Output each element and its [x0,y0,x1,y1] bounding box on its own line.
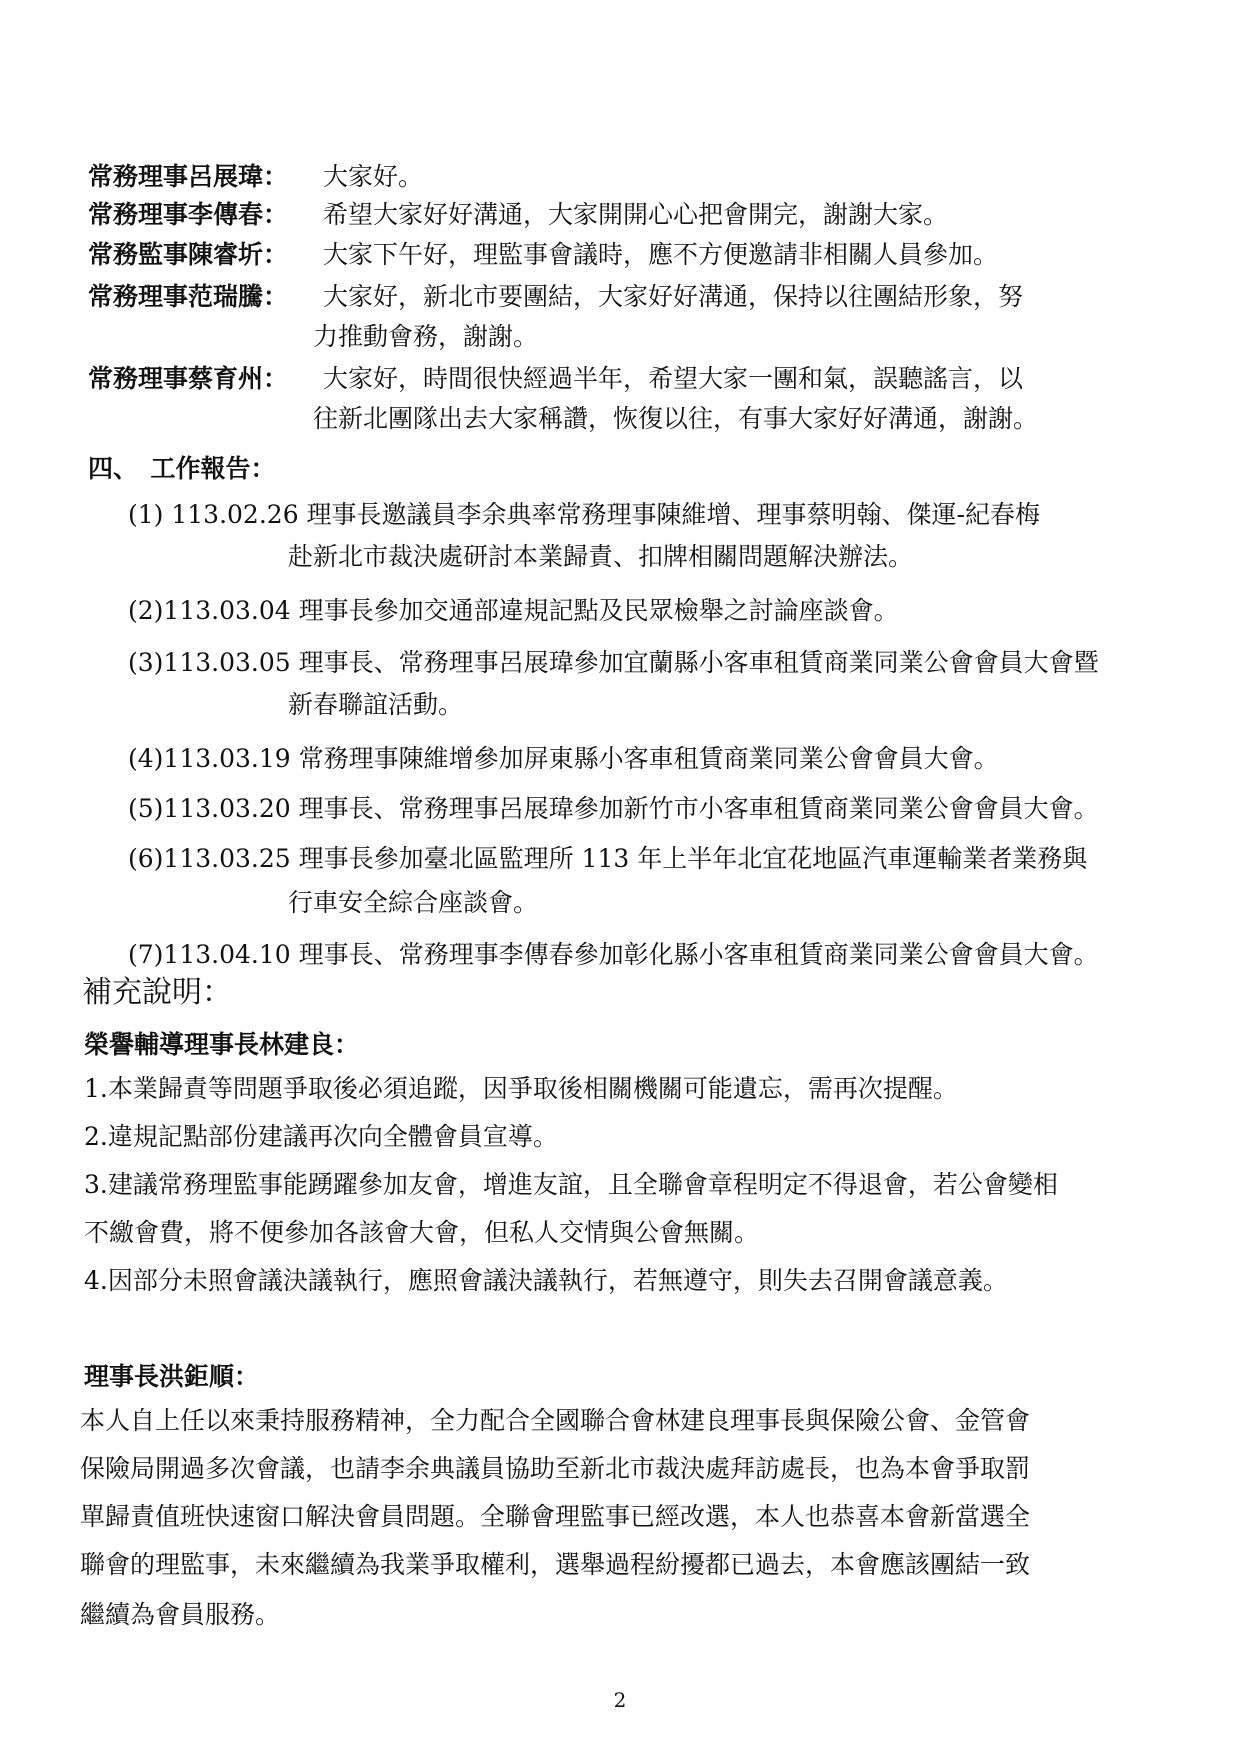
statement-text: 希望大家好好溝通，大家開開心心把會開完，謝謝大家。 [323,200,949,229]
speaker-label: 常務理事呂展瑋： [88,162,289,191]
chairman-line: 本人自上任以來秉持服務精神，全力配合全國聯合會林建良理事長與保險公會、金管會 [80,1406,1031,1435]
supplement-line: 2.違規記點部份建議再次向全體會員宣導。 [84,1122,558,1151]
work-item-continuation: 行車安全綜合座談會。 [288,888,539,917]
statement-text: 大家好。 [323,162,424,191]
chairman-line: 繼續為會員服務。 [80,1600,281,1629]
statement-text: 大家下午好，理監事會議時，應不方便邀請非相關人員參加。 [323,240,999,269]
speaker-label: 理事長洪鉅順： [84,1362,260,1391]
work-item-continuation: 新春聯誼活動。 [288,690,464,719]
supplement-line: 不繳會費，將不便參加各該會大會，但私人交情與公會無關。 [84,1218,760,1247]
speaker-label: 常務理事李傳春： [88,200,289,229]
chairman-line: 保險局開過多次會議，也請李余典議員協助至新北市裁決處拜訪處長，也為本會爭取罰 [80,1454,1031,1483]
page-number: 2 [613,1688,627,1712]
speaker-label: 榮譽輔導理事長林建良： [84,1030,360,1059]
speaker-label: 常務理事范瑞騰： [88,282,289,311]
statement-text: 大家好，新北市要團結，大家好好溝通，保持以往團結形象，努 [323,282,1024,311]
work-item: (4)113.03.19 常務理事陳維增參加屏東縣小客車租賃商業同業公會會員大會。 [128,744,999,773]
work-item: (1) 113.02.26 理事長邀議員李余典率常務理事陳維增、理事蔡明翰、傑運-紀春梅 [128,500,1040,529]
supplement-line: 4.因部分未照會議決議執行，應照會議決議執行，若無遵守，則失去召開會議意義。 [84,1266,1008,1295]
work-item-continuation: 赴新北市裁決處研討本業歸責、扣牌相關問題解決辦法。 [288,542,914,571]
section-heading-supplement: 補充說明： [82,975,232,1010]
chairman-line: 聯會的理監事，未來繼續為我業爭取權利，選舉過程紛擾都已過去，本會應該團結一致 [80,1550,1031,1579]
chairman-line: 單歸責值班快速窗口解決會員問題。全聯會理監事已經改選，本人也恭喜本會新當選全 [80,1502,1031,1531]
work-item: (5)113.03.20 理事長、常務理事呂展瑋參加新竹市小客車租賃商業同業公會會員大會。 [128,794,1099,823]
statement-text: 大家好，時間很快經過半年，希望大家一團和氣，誤聽謠言，以 [323,364,1024,393]
speaker-label: 常務理事蔡育州： [88,364,289,393]
supplement-line: 3.建議常務理監事能踴躍參加友會，增進友誼，且全聯會章程明定不得退會，若公會變相 [84,1170,1058,1199]
speaker-label: 常務監事陳睿圻： [88,240,289,269]
work-item: (7)113.04.10 理事長、常務理事李傳春參加彰化縣小客車租賃商業同業公會會員大會。 [128,940,1099,969]
work-item: (6)113.03.25 理事長參加臺北區監理所 113 年上半年北宜花地區汽車運輸業者業務與 [128,844,1088,873]
statement-text: 往新北團隊出去大家稱讚，恢復以往，有事大家好好溝通，謝謝。 [313,404,1039,433]
supplement-line: 1.本業歸責等問題爭取後必須追蹤，因爭取後相關機關可能遺忘，需再次提醒。 [84,1074,958,1103]
work-item: (2)113.03.04 理事長參加交通部違規記點及民眾檢舉之討論座談會。 [128,596,899,625]
work-item: (3)113.03.05 理事長、常務理事呂展瑋參加宜蘭縣小客車租賃商業同業公會會員大會暨 [128,648,1099,677]
section-heading-work-report: 四、 工作報告： [88,454,276,483]
statement-text: 力推動會務，謝謝。 [313,322,539,351]
